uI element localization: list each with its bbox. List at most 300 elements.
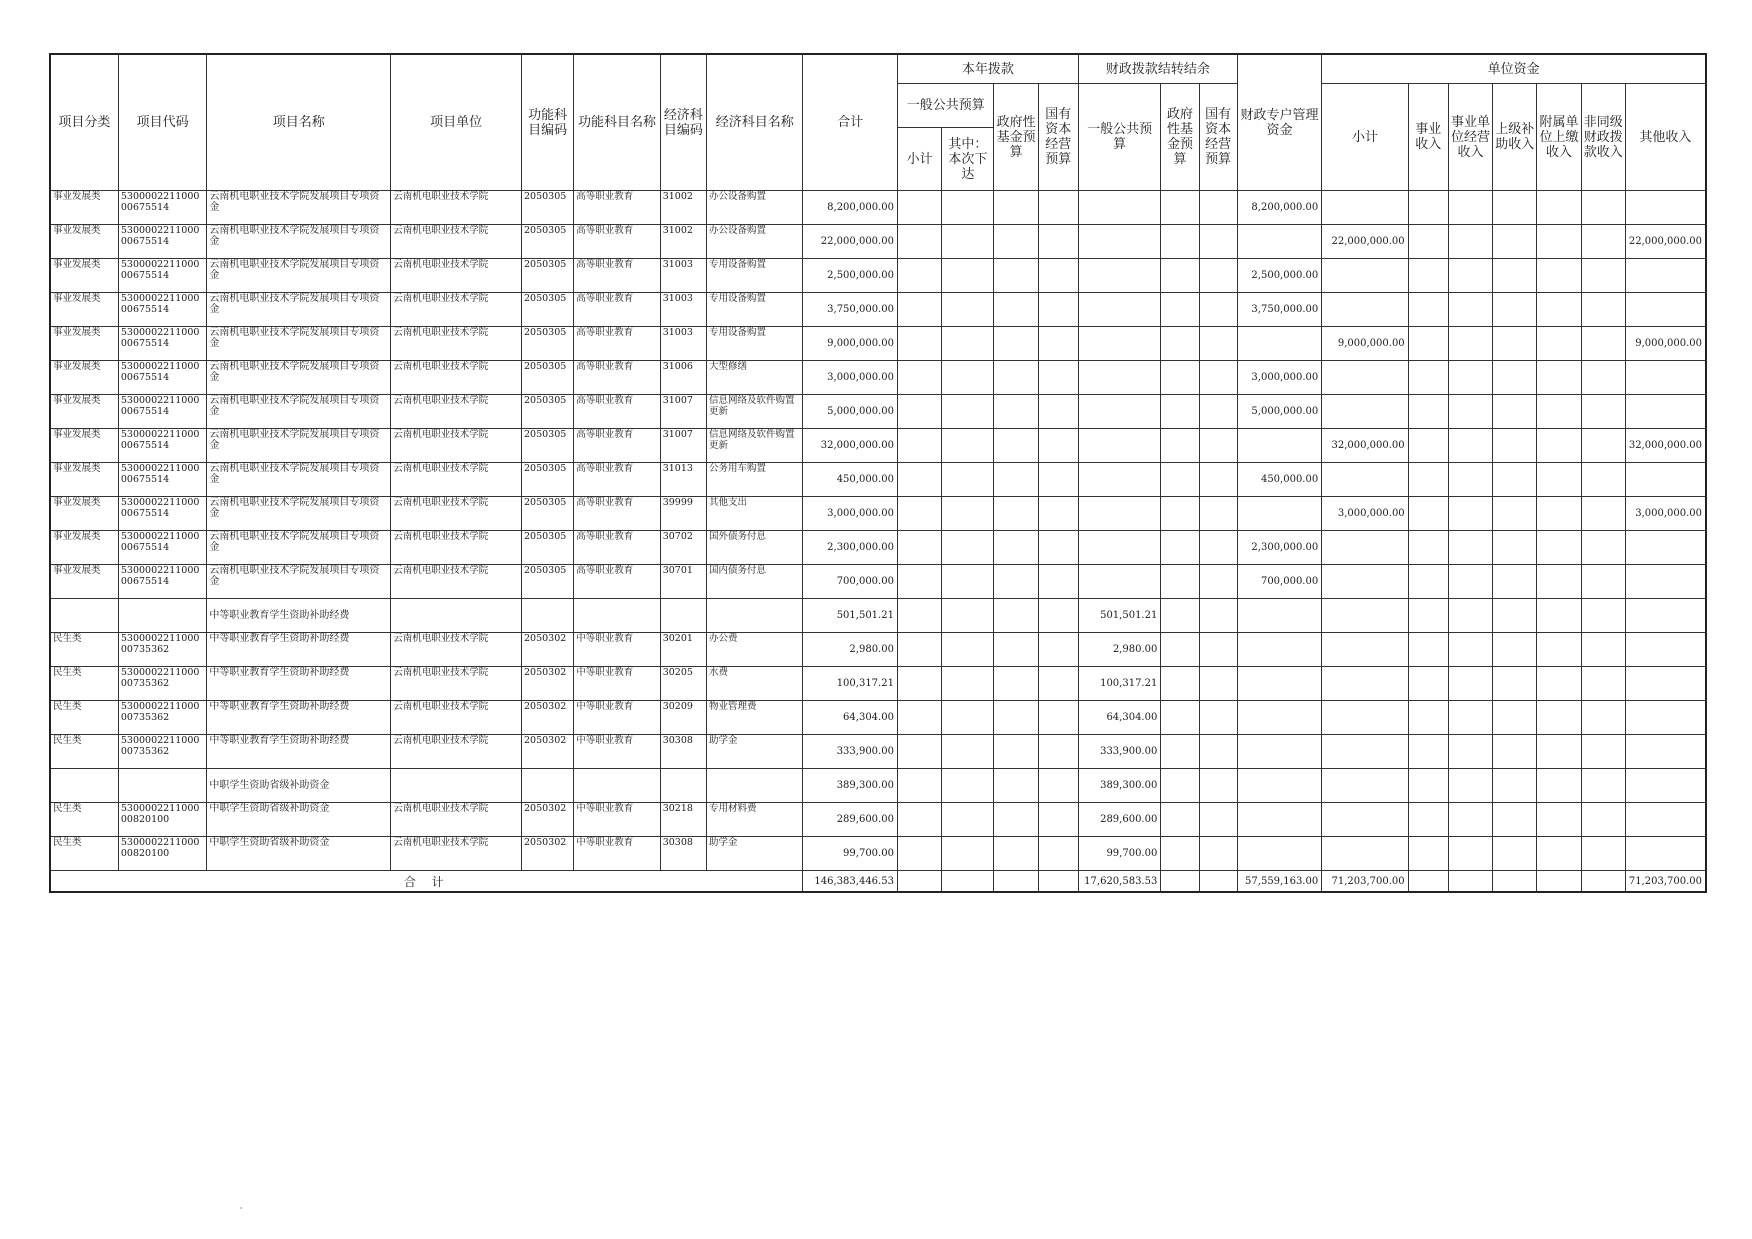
cell-empty [1493, 735, 1537, 769]
cell-func-code: 2050302 [521, 735, 573, 769]
cell-empty [1448, 871, 1492, 893]
cell-unit: 云南机电职业技术学院 [391, 531, 522, 565]
cell-unit: 云南机电职业技术学院 [391, 667, 522, 701]
cell-empty [942, 803, 994, 837]
cell-other-income [1625, 395, 1706, 429]
cell-code: 530000221100000675514 [118, 361, 206, 395]
cell-empty [1537, 259, 1581, 293]
cell-empty [897, 429, 941, 463]
cell-total: 3,000,000.00 [803, 361, 898, 395]
cell-empty [1537, 837, 1581, 871]
cell-carry-general: 501,501.21 [1078, 599, 1160, 633]
cell-empty [1038, 191, 1078, 225]
cell-empty [1537, 871, 1581, 893]
cell-carry-general: 100,317.21 [1078, 667, 1160, 701]
cell-empty [994, 871, 1038, 893]
cell-func-code: 2050302 [521, 837, 573, 871]
cell-category: 事业发展类 [50, 565, 118, 599]
col-header-unit-subtotal: 小计 [1322, 84, 1408, 191]
cell-empty [1199, 701, 1237, 735]
cell-empty [897, 225, 941, 259]
cell-func-code: 2050305 [521, 497, 573, 531]
cell-empty [1161, 327, 1199, 361]
cell-total: 333,900.00 [803, 735, 898, 769]
cell-special-account: 3,000,000.00 [1237, 361, 1321, 395]
cell-func-code: 2050305 [521, 327, 573, 361]
cell-econ-code: 31003 [660, 293, 706, 327]
cell-econ-name: 信息网络及软件购置更新 [706, 429, 803, 463]
cell-empty [1448, 293, 1492, 327]
cell-empty [1161, 837, 1199, 871]
cell-empty [1161, 259, 1199, 293]
cell-carry-general [1078, 191, 1160, 225]
cell-econ-name: 助学金 [706, 735, 803, 769]
cell-total: 2,500,000.00 [803, 259, 898, 293]
cell-empty [1199, 361, 1237, 395]
cell-func-code: 2050302 [521, 633, 573, 667]
cell-total: 22,000,000.00 [803, 225, 898, 259]
cell-empty [942, 259, 994, 293]
cell-unit: 云南机电职业技术学院 [391, 327, 522, 361]
cell-empty [1448, 395, 1492, 429]
cell-empty [942, 327, 994, 361]
cell-total: 389,300.00 [803, 769, 898, 803]
cell-empty [1199, 463, 1237, 497]
col-header-func-name: 功能科目名称 [574, 54, 660, 191]
cell-unit-subtotal [1322, 293, 1408, 327]
cell-empty [1408, 531, 1448, 565]
cell-empty [942, 225, 994, 259]
cell-name: 中等职业教育学生资助补助经费 [207, 599, 391, 633]
cell-func-name: 中等职业教育 [574, 633, 660, 667]
cell-empty [1161, 599, 1199, 633]
cell-empty [1537, 497, 1581, 531]
cell-special-account: 450,000.00 [1237, 463, 1321, 497]
cell-empty [1581, 293, 1625, 327]
cell-func-name: 高等职业教育 [574, 259, 660, 293]
cell-empty [1199, 395, 1237, 429]
cell-empty [1581, 463, 1625, 497]
group-header-general-budget: 一般公共预算 [897, 84, 994, 128]
total-sum: 146,383,446.53 [803, 871, 898, 893]
col-header-operating-income: 事业单位经营收入 [1448, 84, 1492, 191]
cell-empty [897, 735, 941, 769]
cell-carry-general [1078, 531, 1160, 565]
col-header-carry-gov-fund: 政府性基金预算 [1161, 84, 1199, 191]
cell-unit: 云南机电职业技术学院 [391, 293, 522, 327]
col-header-superior-subsidy: 上级补助收入 [1493, 84, 1537, 191]
cell-econ-name: 大型修缮 [706, 361, 803, 395]
table-row [50, 735, 1706, 769]
cell-empty [1408, 701, 1448, 735]
cell-empty [1038, 599, 1078, 633]
scan-speck [240, 1207, 242, 1209]
table-row [50, 361, 1706, 395]
cell-total: 9,000,000.00 [803, 327, 898, 361]
col-header-other-income: 其他收入 [1625, 84, 1706, 191]
cell-empty [1493, 633, 1537, 667]
cell-unit: 云南机电职业技术学院 [391, 803, 522, 837]
cell-code: 530000221100000675514 [118, 395, 206, 429]
cell-empty [1493, 327, 1537, 361]
cell-empty [1161, 565, 1199, 599]
cell-func-name: 中等职业教育 [574, 667, 660, 701]
cell-unit-subtotal [1322, 667, 1408, 701]
cell-category: 事业发展类 [50, 395, 118, 429]
cell-empty [1038, 565, 1078, 599]
cell-empty [1038, 769, 1078, 803]
cell-empty [1161, 803, 1199, 837]
cell-carry-general [1078, 497, 1160, 531]
cell-empty [1448, 361, 1492, 395]
table-row [50, 429, 1706, 463]
cell-unit-subtotal: 32,000,000.00 [1322, 429, 1408, 463]
cell-code: 530000221100000735362 [118, 633, 206, 667]
cell-carry-general [1078, 327, 1160, 361]
cell-other-income [1625, 293, 1706, 327]
cell-carry-general [1078, 225, 1160, 259]
total-special-account: 57,559,163.00 [1237, 871, 1321, 893]
cell-empty [1448, 531, 1492, 565]
cell-unit-subtotal: 22,000,000.00 [1322, 225, 1408, 259]
table-row [50, 701, 1706, 735]
col-header-of-which: 其中：本次下达 [942, 128, 994, 191]
col-header-code: 项目代码 [118, 54, 206, 191]
table-row [50, 191, 1706, 225]
cell-unit-subtotal [1322, 803, 1408, 837]
cell-empty [1493, 837, 1537, 871]
cell-empty [897, 361, 941, 395]
cell-category: 事业发展类 [50, 293, 118, 327]
cell-other-income [1625, 735, 1706, 769]
cell-econ-name: 专用设备购置 [706, 327, 803, 361]
cell-empty [1493, 565, 1537, 599]
cell-empty [994, 293, 1038, 327]
cell-unit: 云南机电职业技术学院 [391, 395, 522, 429]
cell-other-income: 32,000,000.00 [1625, 429, 1706, 463]
cell-empty [994, 667, 1038, 701]
cell-empty [1581, 667, 1625, 701]
cell-empty [994, 531, 1038, 565]
cell-empty [1581, 225, 1625, 259]
cell-empty [897, 191, 941, 225]
cell-empty [897, 701, 941, 735]
cell-econ-code: 31003 [660, 259, 706, 293]
cell-empty [1581, 531, 1625, 565]
cell-empty [942, 191, 994, 225]
cell-econ-name: 国内债务付息 [706, 565, 803, 599]
cell-econ-name: 助学金 [706, 837, 803, 871]
cell-empty [897, 497, 941, 531]
cell-func-code: 2050305 [521, 463, 573, 497]
cell-empty [994, 429, 1038, 463]
cell-other-income [1625, 531, 1706, 565]
table-row [50, 837, 1706, 871]
cell-name: 中等职业教育学生资助补助经费 [207, 701, 391, 735]
cell-carry-general [1078, 565, 1160, 599]
cell-name: 云南机电职业技术学院发展项目专项资金 [207, 565, 391, 599]
cell-empty [897, 667, 941, 701]
table-row [50, 497, 1706, 531]
cell-econ-code [660, 769, 706, 803]
cell-empty [1581, 497, 1625, 531]
cell-unit-subtotal: 3,000,000.00 [1322, 497, 1408, 531]
table-row [50, 395, 1706, 429]
cell-empty [897, 395, 941, 429]
col-header-affiliated-income: 附属单位上缴收入 [1537, 84, 1581, 191]
cell-unit-subtotal: 9,000,000.00 [1322, 327, 1408, 361]
cell-other-income [1625, 599, 1706, 633]
cell-empty [1199, 259, 1237, 293]
cell-name: 云南机电职业技术学院发展项目专项资金 [207, 497, 391, 531]
cell-empty [1038, 497, 1078, 531]
cell-special-account [1237, 701, 1321, 735]
col-header-carry-general: 一般公共预算 [1078, 84, 1160, 191]
cell-special-account [1237, 225, 1321, 259]
cell-total: 2,300,000.00 [803, 531, 898, 565]
cell-code: 530000221100000675514 [118, 429, 206, 463]
cell-code: 530000221100000675514 [118, 191, 206, 225]
cell-func-code: 2050302 [521, 667, 573, 701]
cell-category: 民生类 [50, 735, 118, 769]
cell-empty [994, 463, 1038, 497]
cell-func-code: 2050305 [521, 395, 573, 429]
cell-total: 289,600.00 [803, 803, 898, 837]
cell-func-name: 高等职业教育 [574, 191, 660, 225]
cell-func-code: 2050302 [521, 701, 573, 735]
cell-econ-code [660, 599, 706, 633]
cell-empty [1408, 429, 1448, 463]
cell-empty [1408, 633, 1448, 667]
cell-carry-general [1078, 361, 1160, 395]
cell-special-account: 700,000.00 [1237, 565, 1321, 599]
cell-other-income: 9,000,000.00 [1625, 327, 1706, 361]
cell-func-name [574, 599, 660, 633]
group-header-current-year: 本年拨款 [897, 54, 1078, 84]
cell-empty [1038, 531, 1078, 565]
cell-category: 事业发展类 [50, 327, 118, 361]
cell-unit-subtotal [1322, 735, 1408, 769]
cell-empty [897, 293, 941, 327]
cell-total: 100,317.21 [803, 667, 898, 701]
cell-category: 事业发展类 [50, 225, 118, 259]
cell-unit: 云南机电职业技术学院 [391, 191, 522, 225]
cell-empty [1581, 701, 1625, 735]
total-other-income: 71,203,700.00 [1625, 871, 1706, 893]
cell-func-name: 中等职业教育 [574, 837, 660, 871]
cell-empty [1038, 361, 1078, 395]
cell-empty [1161, 225, 1199, 259]
project-budget-table [49, 53, 1707, 893]
cell-empty [897, 565, 941, 599]
cell-empty [1448, 497, 1492, 531]
cell-total: 501,501.21 [803, 599, 898, 633]
cell-empty [1199, 633, 1237, 667]
cell-empty [1537, 463, 1581, 497]
cell-func-name: 高等职业教育 [574, 497, 660, 531]
cell-total: 2,980.00 [803, 633, 898, 667]
col-header-business-income: 事业收入 [1408, 84, 1448, 191]
cell-empty [1038, 327, 1078, 361]
cell-empty [1537, 565, 1581, 599]
cell-econ-name: 物业管理费 [706, 701, 803, 735]
cell-empty [1581, 803, 1625, 837]
cell-empty [1199, 667, 1237, 701]
cell-empty [1581, 395, 1625, 429]
cell-carry-general: 389,300.00 [1078, 769, 1160, 803]
cell-special-account: 2,300,000.00 [1237, 531, 1321, 565]
cell-empty [994, 837, 1038, 871]
cell-empty [1161, 667, 1199, 701]
cell-econ-name: 公务用车购置 [706, 463, 803, 497]
cell-other-income [1625, 463, 1706, 497]
cell-empty [1408, 225, 1448, 259]
cell-carry-general: 64,304.00 [1078, 701, 1160, 735]
cell-econ-code: 31007 [660, 395, 706, 429]
cell-empty [1038, 837, 1078, 871]
cell-econ-name: 办公设备购置 [706, 225, 803, 259]
cell-func-code: 2050305 [521, 191, 573, 225]
cell-name: 云南机电职业技术学院发展项目专项资金 [207, 463, 391, 497]
cell-category [50, 599, 118, 633]
cell-func-name: 高等职业教育 [574, 327, 660, 361]
cell-empty [1537, 735, 1581, 769]
cell-unit [391, 769, 522, 803]
cell-unit-subtotal [1322, 259, 1408, 293]
cell-empty [1537, 429, 1581, 463]
col-header-unit: 项目单位 [391, 54, 522, 191]
col-header-carry-state-capital: 国有资本经营预算 [1199, 84, 1237, 191]
cell-empty [1199, 565, 1237, 599]
table-row [50, 565, 1706, 599]
cell-func-name: 高等职业教育 [574, 395, 660, 429]
cell-empty [994, 361, 1038, 395]
col-header-special-account: 财政专户管理资金 [1237, 54, 1321, 191]
cell-econ-code: 30308 [660, 837, 706, 871]
cell-empty [1448, 565, 1492, 599]
col-header-state-capital: 国有资本经营预算 [1038, 84, 1078, 191]
cell-empty [1038, 735, 1078, 769]
cell-empty [1581, 429, 1625, 463]
cell-carry-general: 2,980.00 [1078, 633, 1160, 667]
col-header-non-same-level: 非同级财政拨款收入 [1581, 84, 1625, 191]
cell-empty [1199, 769, 1237, 803]
cell-empty [1408, 735, 1448, 769]
cell-code: 530000221100000675514 [118, 497, 206, 531]
table-row [50, 667, 1706, 701]
cell-unit-subtotal [1322, 565, 1408, 599]
group-header-carryover: 财政拨款结转结余 [1078, 54, 1237, 84]
cell-category: 事业发展类 [50, 191, 118, 225]
cell-empty [1493, 769, 1537, 803]
cell-empty [1408, 293, 1448, 327]
cell-other-income [1625, 667, 1706, 701]
cell-name: 云南机电职业技术学院发展项目专项资金 [207, 327, 391, 361]
cell-code [118, 599, 206, 633]
cell-empty [1161, 871, 1199, 893]
cell-empty [1161, 293, 1199, 327]
col-header-subtotal: 小计 [897, 128, 941, 191]
cell-carry-general [1078, 429, 1160, 463]
cell-total: 3,000,000.00 [803, 497, 898, 531]
table-row [50, 633, 1706, 667]
cell-econ-code: 30209 [660, 701, 706, 735]
cell-category: 民生类 [50, 803, 118, 837]
cell-name: 中等职业教育学生资助补助经费 [207, 735, 391, 769]
cell-func-name: 中等职业教育 [574, 735, 660, 769]
cell-econ-name: 水费 [706, 667, 803, 701]
cell-other-income [1625, 701, 1706, 735]
cell-other-income [1625, 361, 1706, 395]
cell-empty [897, 463, 941, 497]
cell-empty [1537, 327, 1581, 361]
col-header-econ-name: 经济科目名称 [706, 54, 803, 191]
cell-code: 530000221100000820100 [118, 803, 206, 837]
cell-empty [1448, 769, 1492, 803]
cell-unit: 云南机电职业技术学院 [391, 225, 522, 259]
cell-empty [1161, 429, 1199, 463]
cell-empty [1408, 463, 1448, 497]
cell-econ-name: 专用设备购置 [706, 293, 803, 327]
cell-empty [994, 259, 1038, 293]
cell-empty [942, 769, 994, 803]
cell-carry-general [1078, 463, 1160, 497]
cell-empty [942, 565, 994, 599]
cell-name: 云南机电职业技术学院发展项目专项资金 [207, 395, 391, 429]
cell-special-account [1237, 429, 1321, 463]
cell-special-account [1237, 667, 1321, 701]
cell-unit-subtotal [1322, 531, 1408, 565]
cell-unit: 云南机电职业技术学院 [391, 837, 522, 871]
totals-row [50, 871, 1706, 893]
cell-name: 云南机电职业技术学院发展项目专项资金 [207, 361, 391, 395]
cell-empty [1537, 769, 1581, 803]
cell-special-account [1237, 599, 1321, 633]
cell-empty [1581, 837, 1625, 871]
cell-empty [1199, 429, 1237, 463]
cell-empty [1448, 463, 1492, 497]
cell-empty [1581, 871, 1625, 893]
cell-empty [1537, 395, 1581, 429]
cell-category: 民生类 [50, 667, 118, 701]
cell-total: 99,700.00 [803, 837, 898, 871]
cell-empty [1493, 667, 1537, 701]
cell-empty [942, 633, 994, 667]
cell-unit [391, 599, 522, 633]
cell-econ-code: 30205 [660, 667, 706, 701]
cell-empty [994, 599, 1038, 633]
total-unit-subtotal: 71,203,700.00 [1322, 871, 1408, 893]
cell-empty [994, 565, 1038, 599]
cell-func-name: 高等职业教育 [574, 225, 660, 259]
cell-empty [1493, 259, 1537, 293]
cell-empty [942, 463, 994, 497]
cell-empty [1581, 191, 1625, 225]
cell-unit-subtotal [1322, 837, 1408, 871]
cell-empty [1448, 701, 1492, 735]
cell-econ-name [706, 769, 803, 803]
cell-empty [1448, 599, 1492, 633]
cell-empty [1493, 293, 1537, 327]
cell-name: 中职学生资助省级补助资金 [207, 803, 391, 837]
cell-empty [994, 395, 1038, 429]
col-header-gov-fund: 政府性基金预算 [994, 84, 1038, 191]
cell-empty [1408, 667, 1448, 701]
cell-special-account [1237, 633, 1321, 667]
cell-empty [1448, 327, 1492, 361]
cell-special-account [1237, 735, 1321, 769]
cell-empty [1493, 361, 1537, 395]
